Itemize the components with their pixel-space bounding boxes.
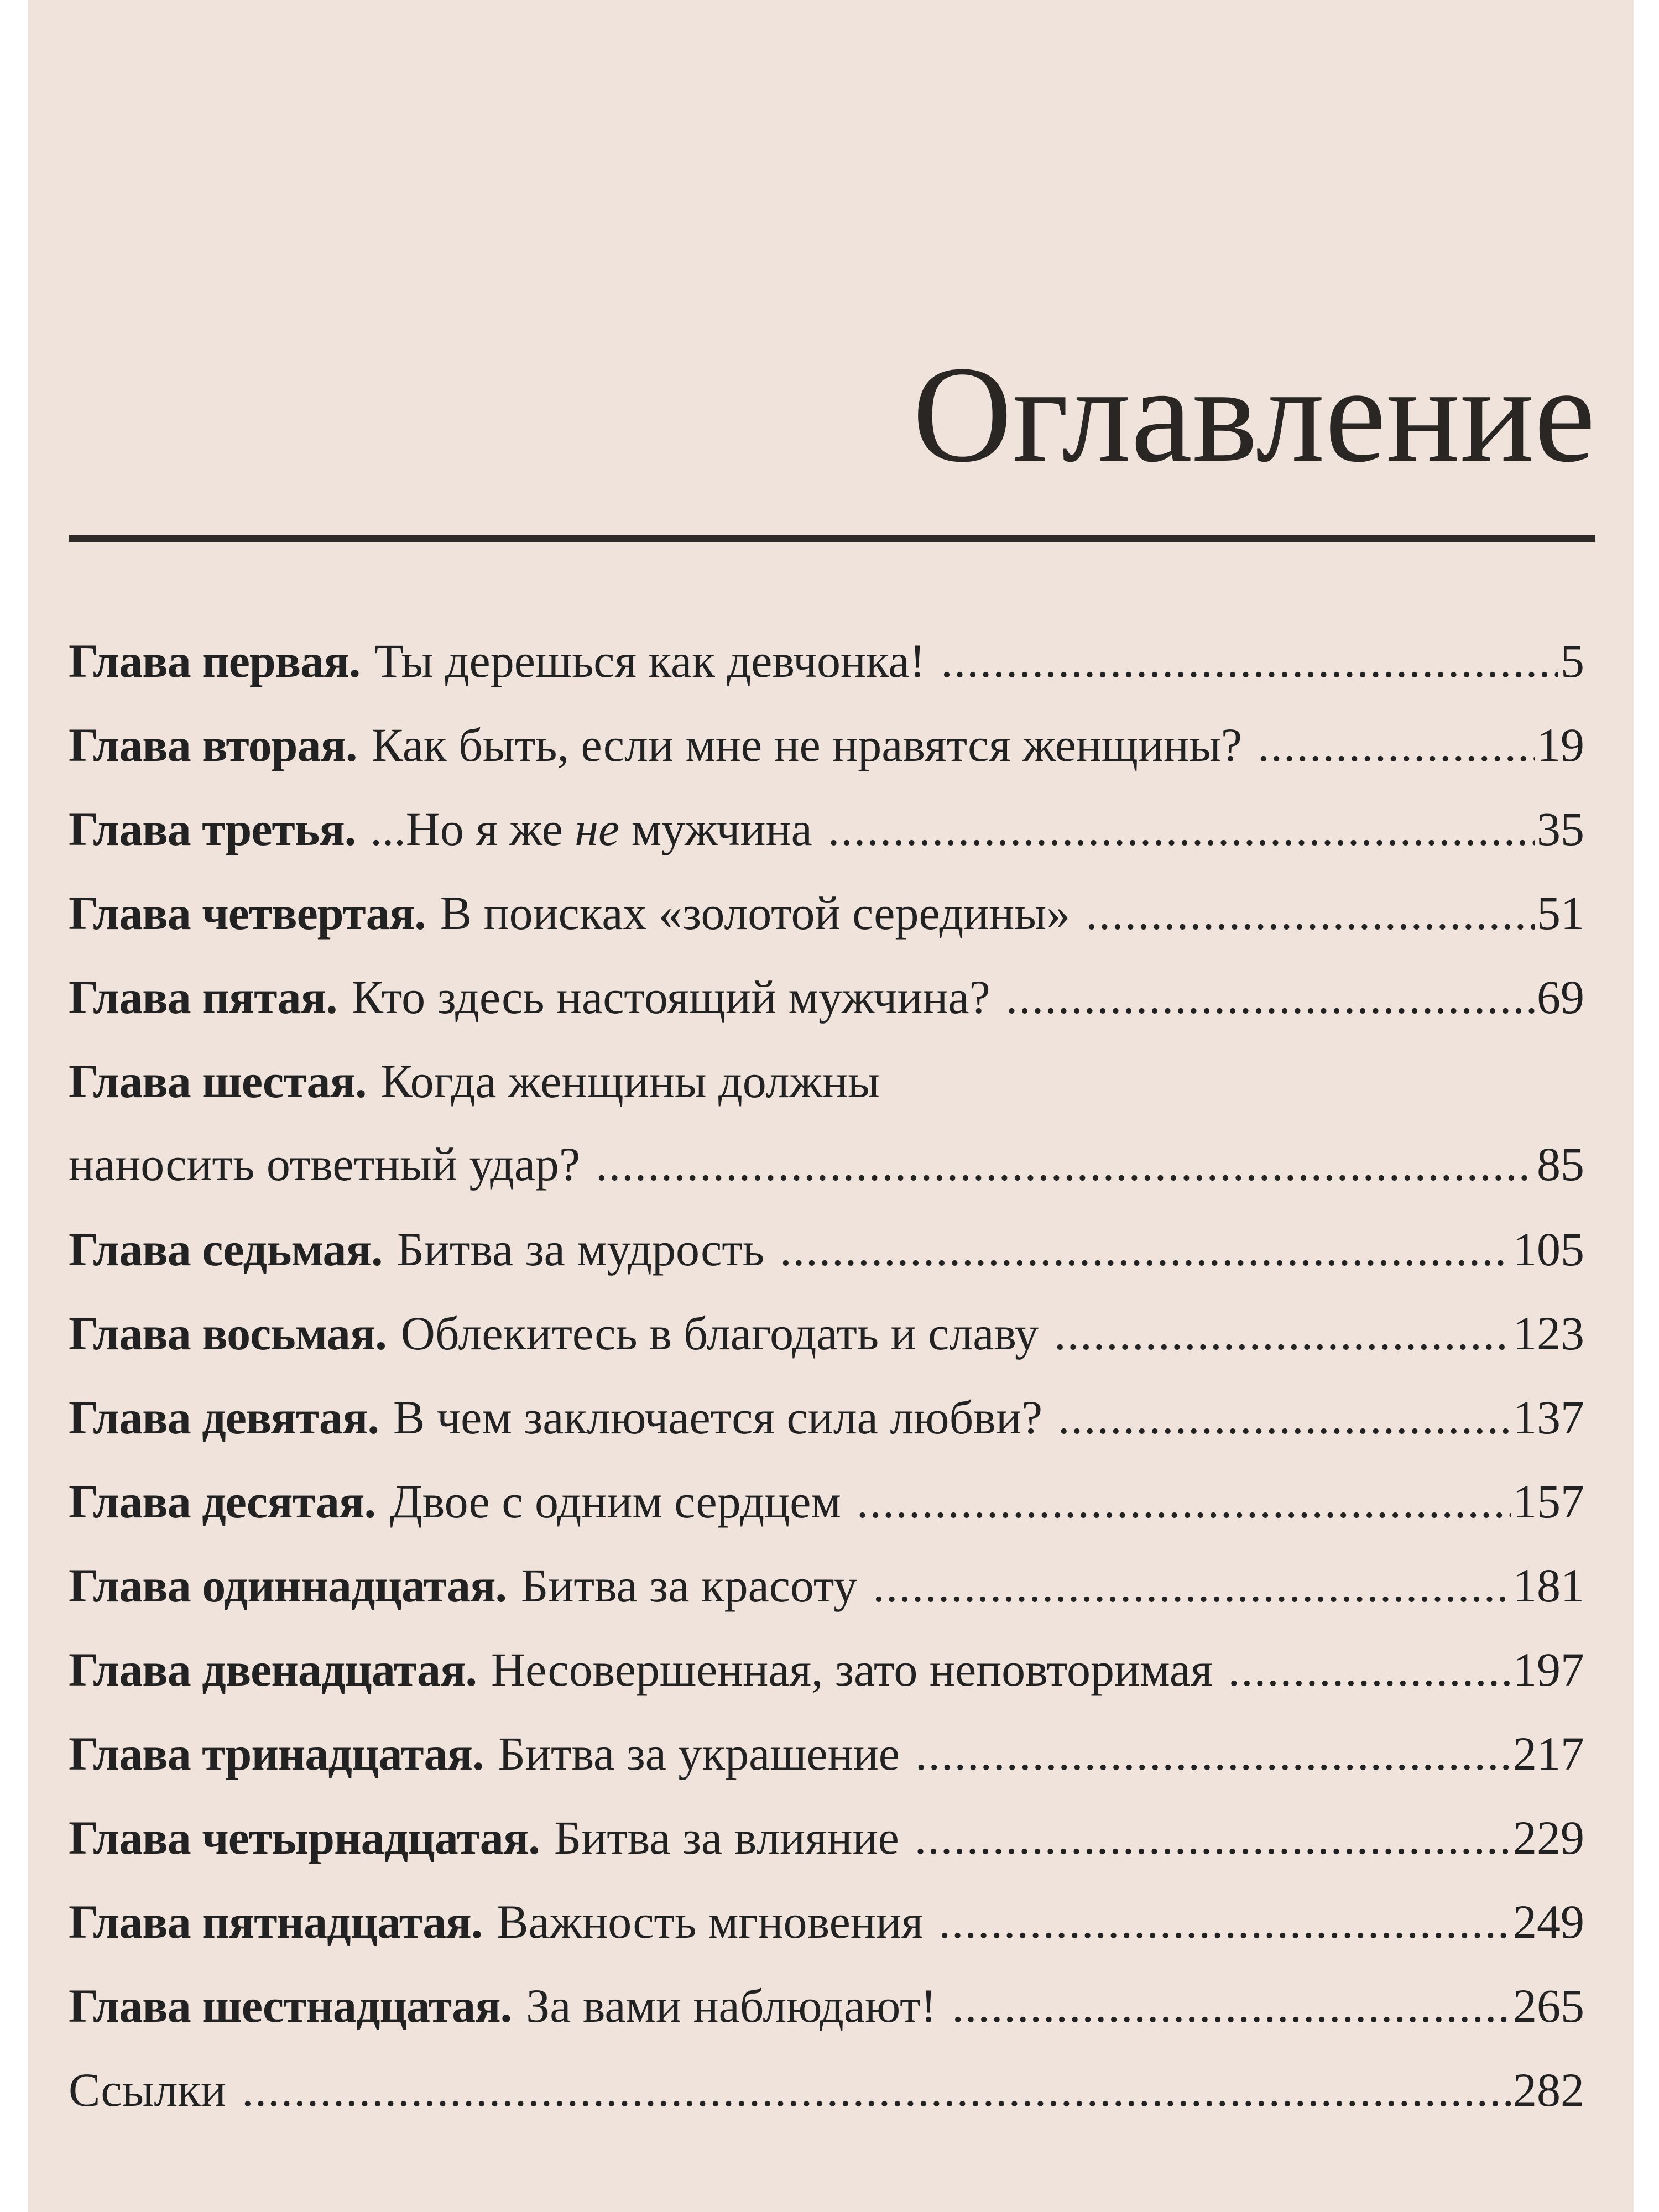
chapter-title: Битва за красоту xyxy=(521,1559,858,1612)
toc-entry-2 xyxy=(69,709,1584,781)
dot-leader xyxy=(899,1802,1511,1874)
page-title: Оглавление xyxy=(912,338,1595,491)
chapter-label: Глава девятая. xyxy=(69,1391,379,1444)
page-number: 123 xyxy=(1513,1307,1584,1360)
dot-leader xyxy=(900,1718,1511,1790)
chapter-title: Важность мгновения xyxy=(497,1895,924,1948)
chapter-label: Глава двенадцатая. xyxy=(69,1643,477,1696)
toc-entry-16 xyxy=(69,1970,1584,2042)
chapter-title: Двое с одним сердцем xyxy=(389,1475,841,1528)
toc-entry-references xyxy=(69,2054,1584,2126)
page-number: 5 xyxy=(1561,634,1584,687)
page-number: 69 xyxy=(1537,971,1584,1024)
chapter-label: Глава третья. xyxy=(69,802,356,855)
toc-entry-1 xyxy=(69,625,1584,697)
chapter-title xyxy=(356,793,812,865)
chapter-title: За вами наблюдают! xyxy=(526,1979,937,2032)
dot-leader xyxy=(990,961,1535,1033)
page-number: 229 xyxy=(1513,1811,1584,1864)
dot-leader xyxy=(764,1213,1511,1285)
chapter-title: В поисках «золотой середины» xyxy=(440,886,1071,940)
dot-leader xyxy=(1039,1297,1511,1369)
toc-entry-13 xyxy=(69,1718,1584,1790)
chapter-title: Несовершенная, зато неповторимая xyxy=(491,1643,1213,1696)
toc-entry-14 xyxy=(69,1802,1584,1874)
page-number: 197 xyxy=(1513,1643,1584,1696)
page-number: 282 xyxy=(1513,2063,1584,2116)
dot-leader xyxy=(1042,1381,1511,1453)
book-page xyxy=(28,0,1634,2212)
chapter-label: Глава четвертая. xyxy=(69,886,426,940)
page-number: 217 xyxy=(1513,1727,1584,1780)
title-divider xyxy=(69,535,1595,542)
toc-entry-4 xyxy=(69,877,1584,949)
dot-leader xyxy=(936,1970,1511,2042)
chapter-label: Глава шестая. xyxy=(69,1055,367,1108)
chapter-label: Глава пятая. xyxy=(69,971,337,1024)
chapter-label: Глава одиннадцатая. xyxy=(69,1559,507,1612)
dot-leader xyxy=(1213,1634,1511,1705)
chapter-title: В чем заключается сила любви? xyxy=(393,1391,1043,1444)
references-title: Ссылки xyxy=(69,2063,227,2116)
page-number: 157 xyxy=(1513,1475,1584,1528)
chapter-label: Глава восьмая. xyxy=(69,1307,387,1360)
page-number: 51 xyxy=(1537,886,1584,940)
chapter-title-emphasis: не xyxy=(575,802,620,855)
chapter-label: Глава первая. xyxy=(69,634,361,687)
toc-entry-6 xyxy=(69,1045,1584,1206)
chapter-label: Глава шестнадцатая. xyxy=(69,1979,512,2032)
dot-leader xyxy=(1070,877,1535,949)
dot-leader xyxy=(812,793,1535,865)
chapter-title: Когда женщины должны xyxy=(380,1055,880,1108)
toc-entry-8 xyxy=(69,1297,1584,1369)
page-number: 181 xyxy=(1513,1559,1584,1612)
chapter-label: Глава тринадцатая. xyxy=(69,1727,484,1780)
toc-entry-3 xyxy=(69,793,1584,865)
toc-entry-9 xyxy=(69,1381,1584,1453)
chapter-title-part: мужчина xyxy=(631,802,812,855)
page-number: 85 xyxy=(1537,1138,1584,1191)
page-number: 265 xyxy=(1513,1979,1584,2032)
page-number: 137 xyxy=(1513,1391,1584,1444)
chapter-title: Ты дерешься как девчонка! xyxy=(374,634,926,687)
chapter-label: Глава десятая. xyxy=(69,1475,375,1528)
chapter-label: Глава пятнадцатая. xyxy=(69,1895,483,1948)
dot-leader xyxy=(923,1886,1511,1958)
chapter-label: Глава седьмая. xyxy=(69,1223,383,1276)
chapter-title: Битва за мудрость xyxy=(397,1223,765,1276)
dot-leader xyxy=(857,1550,1511,1621)
dot-leader xyxy=(1242,709,1535,781)
chapter-title: Битва за влияние xyxy=(554,1811,899,1864)
dot-leader xyxy=(925,625,1558,697)
chapter-title-continued: наносить ответный удар? xyxy=(69,1138,581,1191)
page-number: 105 xyxy=(1513,1223,1584,1276)
chapter-label: Глава четырнадцатая. xyxy=(69,1811,540,1864)
chapter-title: Как быть, если мне не нравятся женщины? xyxy=(371,718,1243,771)
dot-leader xyxy=(226,2054,1511,2126)
page-number: 35 xyxy=(1537,802,1584,855)
dot-leader xyxy=(580,1128,1535,1200)
page-number: 19 xyxy=(1537,718,1584,771)
toc-entry-7 xyxy=(69,1213,1584,1285)
toc-entry-12 xyxy=(69,1634,1584,1705)
chapter-title: Кто здесь настоящий мужчина? xyxy=(351,971,990,1024)
page-number: 249 xyxy=(1513,1895,1584,1948)
chapter-title: Облекитесь в благодать и славу xyxy=(400,1307,1039,1360)
chapter-title: Битва за украшение xyxy=(498,1727,900,1780)
chapter-label: Глава вторая. xyxy=(69,718,357,771)
dot-leader xyxy=(841,1465,1511,1537)
toc-entry-15 xyxy=(69,1886,1584,1958)
toc-entry-10 xyxy=(69,1465,1584,1537)
toc-entry-5 xyxy=(69,961,1584,1033)
chapter-title-part: ...Но я же xyxy=(370,802,563,855)
toc-entry-11 xyxy=(69,1550,1584,1621)
